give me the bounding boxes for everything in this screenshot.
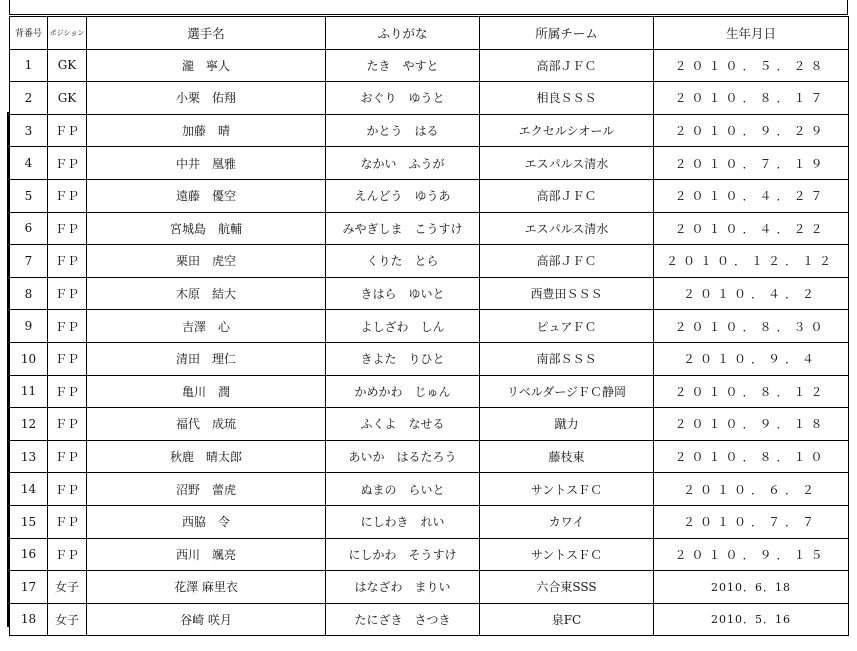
cell-team: ピュアＦＣ [480,310,654,343]
cell-player-name: 吉澤 心 [87,310,326,343]
cell-birthdate: ２０１０．４．２２ [654,212,849,245]
cell-position: ＦＰ [48,408,87,441]
cell-birthdate: ２０１０．７．１９ [654,147,849,180]
cell-number: 11 [10,375,48,408]
cell-position: GK [48,82,87,115]
cell-furigana: あいか はるたろう [326,440,480,473]
cell-number: 4 [10,147,48,180]
cell-number: 16 [10,538,48,571]
header-birthdate: 生年月日 [654,17,849,50]
cell-position: ＦＰ [48,277,87,310]
cell-player-name: 宮城島 航輔 [87,212,326,245]
cell-player-name: 木原 結大 [87,277,326,310]
cell-team: サントスＦＣ [480,473,654,506]
cell-player-name: 加藤 晴 [87,114,326,147]
cell-player-name: 瀧 寧人 [87,49,326,82]
cell-team: 泉FC [480,603,654,636]
cell-furigana: きはら ゆいと [326,277,480,310]
cell-team: 高部ＪＦＣ [480,179,654,212]
cell-player-name: 亀川 潤 [87,375,326,408]
cell-furigana: ぬまの らいと [326,473,480,506]
cell-furigana: みやぎしま こうすけ [326,212,480,245]
cell-birthdate: ２０１０．８．３０ [654,310,849,343]
cell-number: 12 [10,408,48,441]
cell-team: カワイ [480,505,654,538]
cell-position: ＦＰ [48,245,87,278]
cell-furigana: たにざき さつき [326,603,480,636]
cell-position: ＦＰ [48,212,87,245]
cell-birthdate: 2010．6．18 [654,571,849,604]
cell-furigana: よしざわ しん [326,310,480,343]
cell-player-name: 西川 颯亮 [87,538,326,571]
cell-position: ＦＰ [48,147,87,180]
cell-birthdate: ２０１０．８．１０ [654,440,849,473]
cell-number: 3 [10,114,48,147]
cell-furigana: にしわき れい [326,505,480,538]
cell-birthdate: 2010．5．16 [654,603,849,636]
cell-number: 14 [10,473,48,506]
cell-team: 高部ＪＦＣ [480,49,654,82]
cell-player-name: 秋鹿 晴太郎 [87,440,326,473]
cell-furigana: にしかわ そうすけ [326,538,480,571]
cell-birthdate: ２０１０．４．２７ [654,179,849,212]
cell-team: エスパルス清水 [480,212,654,245]
table-row [10,245,849,278]
cell-birthdate: ２０１０．９．４ [654,342,849,375]
cell-team: 六合東SSS [480,571,654,604]
cell-birthdate: ２０１０．９．１８ [654,408,849,441]
table-top-strip [9,0,848,15]
cell-player-name: 小栗 佑翔 [87,82,326,115]
cell-position: ＦＰ [48,179,87,212]
cell-number: 17 [10,571,48,604]
cell-number: 8 [10,277,48,310]
cell-birthdate: ２０１０．５．２８ [654,49,849,82]
cell-furigana: たき やすと [326,49,480,82]
cell-player-name: 花澤 麻里衣 [87,571,326,604]
cell-position: ＦＰ [48,375,87,408]
table-row [10,277,849,310]
cell-birthdate: ２０１０．９．１５ [654,538,849,571]
cell-player-name: 栗田 虎空 [87,245,326,278]
table-row [10,147,849,180]
cell-position: ＦＰ [48,310,87,343]
table-row [10,179,849,212]
cell-team: リベルダージＦＣ静岡 [480,375,654,408]
cell-birthdate: ２０１０．６．２ [654,473,849,506]
cell-team: 西豊田ＳＳＳ [480,277,654,310]
cell-birthdate: ２０１０．８．１７ [654,82,849,115]
cell-number: 7 [10,245,48,278]
cell-team: 蹴力 [480,408,654,441]
table-row [10,473,849,506]
cell-position: ＦＰ [48,114,87,147]
cell-furigana: えんどう ゆうあ [326,179,480,212]
cell-number: 15 [10,505,48,538]
cell-position: 女子 [48,603,87,636]
table-row [10,571,849,604]
cell-furigana: きよた りひと [326,342,480,375]
header-furigana: ふりがな [326,17,480,50]
header-row [10,17,849,50]
cell-number: 2 [10,82,48,115]
cell-birthdate: ２０１０．７．７ [654,505,849,538]
table-row [10,310,849,343]
cell-birthdate: ２０１０．８．１２ [654,375,849,408]
cell-team: 藤枝東 [480,440,654,473]
cell-team: エスパルス清水 [480,147,654,180]
table-row [10,82,849,115]
header-team: 所属チーム [480,17,654,50]
cell-birthdate: ２０１０．１２．１２ [654,245,849,278]
cell-furigana: くりた とら [326,245,480,278]
cell-position: GK [48,49,87,82]
cell-birthdate: ２０１０．９．２９ [654,114,849,147]
table-row [10,538,849,571]
table-row [10,49,849,82]
cell-furigana: ふくよ なせる [326,408,480,441]
cell-number: 1 [10,49,48,82]
cell-team: 相良ＳＳＳ [480,82,654,115]
cell-position: ＦＰ [48,440,87,473]
header-position: ポジション [48,17,87,50]
cell-player-name: 沼野 蕾虎 [87,473,326,506]
cell-number: 10 [10,342,48,375]
table-row [10,342,849,375]
cell-team: 高部ＪＦＣ [480,245,654,278]
cell-furigana: はなざわ まりい [326,571,480,604]
cell-player-name: 中井 凰雅 [87,147,326,180]
table-row [10,114,849,147]
cell-position: ＦＰ [48,473,87,506]
header-name: 選手名 [87,17,326,50]
cell-player-name: 遠藤 優空 [87,179,326,212]
cell-player-name: 福代 成琉 [87,408,326,441]
cell-team: エクセルシオール [480,114,654,147]
cell-position: ＦＰ [48,538,87,571]
cell-position: 女子 [48,571,87,604]
roster-body [10,49,849,636]
table-row [10,375,849,408]
cell-position: ＦＰ [48,342,87,375]
cell-furigana: かとう はる [326,114,480,147]
table-row [10,603,849,636]
cell-birthdate: ２０１０．４．２ [654,277,849,310]
cell-team: サントスＦＣ [480,538,654,571]
table-row [10,212,849,245]
cell-number: 13 [10,440,48,473]
cell-number: 5 [10,179,48,212]
roster-table [9,16,849,636]
table-row [10,408,849,441]
table-row [10,440,849,473]
cell-furigana: なかい ふうが [326,147,480,180]
table-row [10,505,849,538]
cell-player-name: 西脇 令 [87,505,326,538]
cell-furigana: かめかわ じゅん [326,375,480,408]
cell-position: ＦＰ [48,505,87,538]
cell-number: 6 [10,212,48,245]
cell-number: 18 [10,603,48,636]
cell-player-name: 清田 理仁 [87,342,326,375]
header-number: 背番号 [10,17,48,50]
cell-player-name: 谷崎 咲月 [87,603,326,636]
cell-number: 9 [10,310,48,343]
cell-furigana: おぐり ゆうと [326,82,480,115]
cell-team: 南部ＳＳＳ [480,342,654,375]
